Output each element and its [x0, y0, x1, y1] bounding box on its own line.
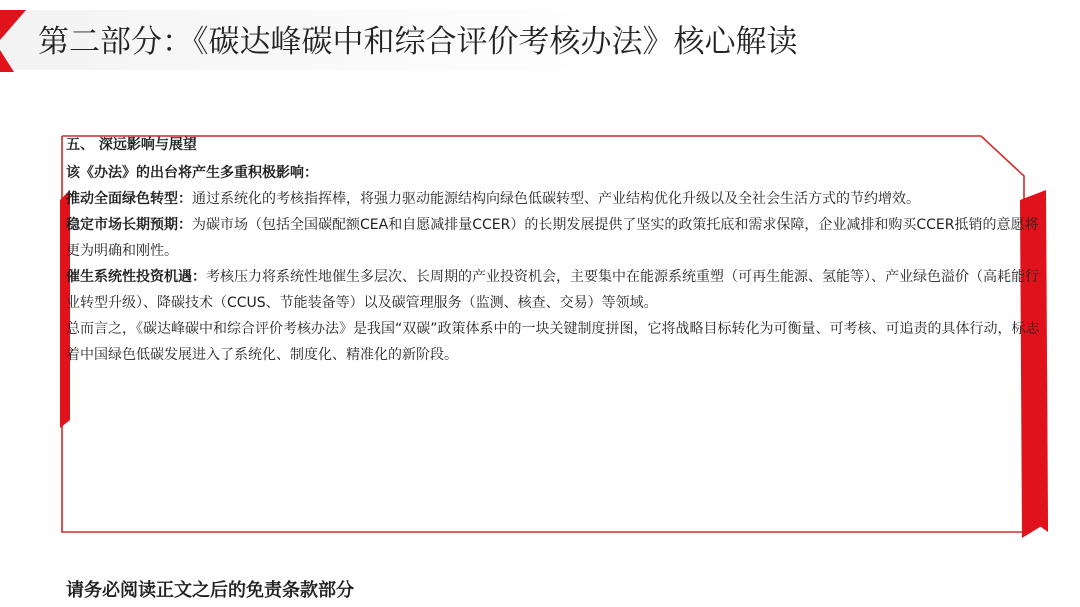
point-item	[66, 264, 1048, 316]
section-heading: 五、 深远影响与展望	[66, 137, 197, 153]
title-accent-shape	[0, 10, 34, 72]
point-label: 推动全面绿色转型：	[66, 191, 192, 207]
point-item	[66, 212, 1048, 264]
page-title: 第二部分：《碳达峰碳中和综合评价考核办法》核心解读	[38, 24, 798, 60]
point-label: 稳定市场长期预期：	[66, 217, 192, 233]
point-text: 考核压力将系统性地催生多层次、长周期的产业投资机会，主要集中在能源系统重塑（可再生能源、氢能等）、产业绿色溢价（高耗能行业转型升级）、降碳技术（CCUS、节能装备等）以及碳管理服务（监测、核查、交易）等领域。	[66, 269, 1039, 311]
conclusion-paragraph: 总而言之，《碳达峰碳中和综合评价考核办法》是我国“双碳”政策体系中的一块关键制度拼图，它将战略目标转化为可衡量、可考核、可追责的具体行动，标志着中国绿色低碳发展进入了系统化、制度化、精准化的新阶段。	[66, 321, 1040, 363]
point-item	[66, 186, 1048, 212]
section-content	[66, 136, 1048, 368]
point-text: 通过系统化的考核指挥棒，将强力驱动能源结构向绿色低碳转型、产业结构优化升级以及全社会生活方式的节约增效。	[192, 191, 920, 207]
point-text: 为碳市场（包括全国碳配额CEA和自愿减排量CCER）的长期发展提供了坚实的政策托底和需求保障，企业减排和购买CCER抵销的意愿将更为明确和刚性。	[66, 217, 1039, 259]
point-label: 催生系统性投资机遇：	[66, 269, 206, 285]
section-intro: 该《办法》的出台将产生多重积极影响：	[66, 165, 318, 181]
disclaimer-text: 请务必阅读正文之后的免责条款部分	[66, 580, 354, 601]
